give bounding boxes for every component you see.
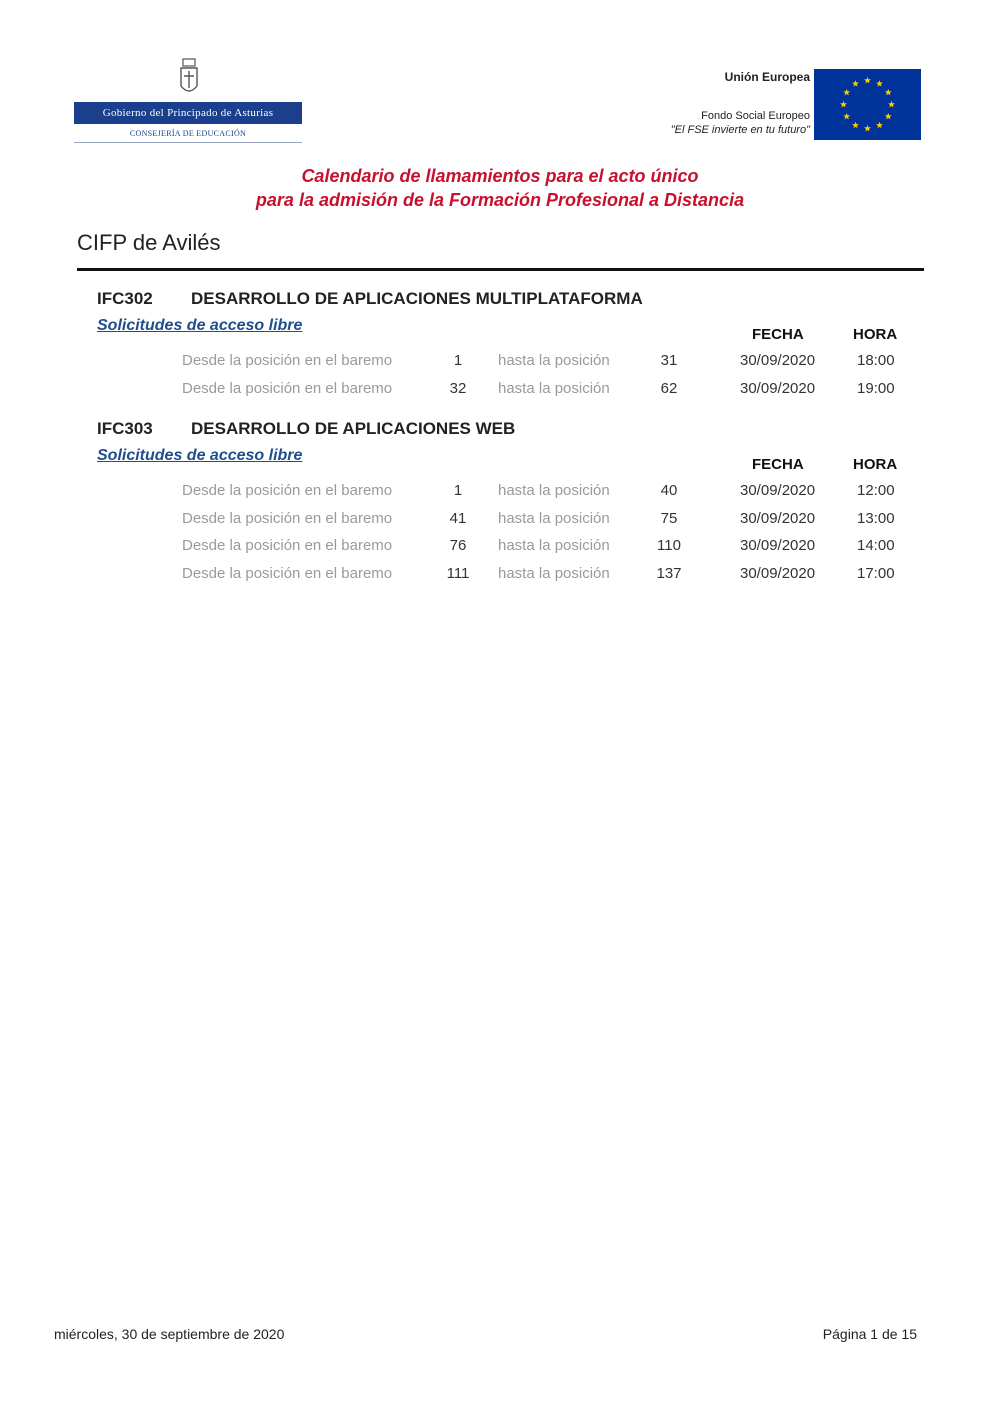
eu-title: Unión Europea (724, 70, 810, 84)
row-from-position: 1 (453, 352, 463, 369)
row-fecha: 30/09/2020 (740, 537, 816, 554)
row-fecha: 30/09/2020 (740, 352, 816, 369)
eu-fund-name: Fondo Social Europeo (701, 110, 810, 122)
row-to-position: 40 (660, 482, 678, 499)
row-from-label: Desde la posición en el baremo (182, 537, 393, 554)
document-title-line-1: Calendario de llamamientos para el acto único (301, 166, 699, 186)
row-from-position: 76 (449, 537, 467, 554)
row-hora: 12:00 (857, 482, 895, 499)
row-from-label: Desde la posición en el baremo (182, 482, 393, 499)
row-to-position: 110 (657, 537, 681, 554)
row-to-label: hasta la posición (498, 482, 610, 499)
coat-of-arms-icon (178, 58, 200, 98)
footer-page-number: Página 1 de 15 (822, 1326, 917, 1342)
row-from-position: 111 (446, 565, 470, 582)
center-name: CIFP de Avilés (77, 230, 221, 255)
cycle-code: IFC303 (97, 419, 153, 438)
column-header-fecha: FECHA (752, 456, 804, 473)
cycle-name: DESARROLLO DE APLICACIONES MULTIPLATAFORMA (191, 289, 643, 308)
eu-flag-icon (814, 69, 921, 140)
row-to-position: 62 (660, 380, 678, 397)
row-from-label: Desde la posición en el baremo (182, 352, 393, 369)
row-fecha: 30/09/2020 (740, 482, 816, 499)
row-to-position: 75 (660, 510, 678, 527)
column-header-hora: HORA (853, 456, 898, 473)
row-fecha: 30/09/2020 (740, 510, 816, 527)
access-type-label: Solicitudes de acceso libre (97, 447, 303, 464)
access-type-label: Solicitudes de acceso libre (97, 317, 303, 334)
row-to-label: hasta la posición (498, 510, 610, 527)
row-to-position: 31 (660, 352, 678, 369)
title-divider (77, 268, 924, 271)
column-header-hora: HORA (853, 326, 898, 343)
cycle-name: DESARROLLO DE APLICACIONES WEB (191, 419, 516, 438)
row-from-label: Desde la posición en el baremo (182, 565, 393, 582)
gov-name-band: Gobierno del Principado de Asturias (74, 102, 302, 124)
row-hora: 13:00 (857, 510, 895, 527)
footer-date: miércoles, 30 de septiembre de 2020 (54, 1326, 285, 1342)
column-header-fecha: FECHA (752, 326, 804, 343)
row-from-position: 41 (449, 510, 467, 527)
eu-slogan: "El FSE invierte en tu futuro" (670, 124, 810, 136)
row-hora: 14:00 (857, 537, 895, 554)
row-to-label: hasta la posición (498, 352, 610, 369)
row-fecha: 30/09/2020 (740, 380, 816, 397)
row-hora: 19:00 (857, 380, 895, 397)
row-from-position: 32 (449, 380, 467, 397)
row-fecha: 30/09/2020 (740, 565, 816, 582)
row-to-label: hasta la posición (498, 565, 610, 582)
row-to-position: 137 (656, 565, 682, 582)
asturias-government-logo (74, 58, 304, 146)
row-to-label: hasta la posición (498, 537, 610, 554)
row-from-label: Desde la posición en el baremo (182, 380, 393, 397)
document-title-line-2: para la admisión de la Formación Profesional a Distancia (255, 190, 745, 210)
gov-department: CONSEJERÍA DE EDUCACIÓN (74, 126, 302, 143)
row-hora: 18:00 (857, 352, 895, 369)
row-from-label: Desde la posición en el baremo (182, 510, 393, 527)
row-to-label: hasta la posición (498, 380, 610, 397)
cycle-code: IFC302 (97, 289, 153, 308)
row-from-position: 1 (453, 482, 463, 499)
row-hora: 17:00 (857, 565, 895, 582)
